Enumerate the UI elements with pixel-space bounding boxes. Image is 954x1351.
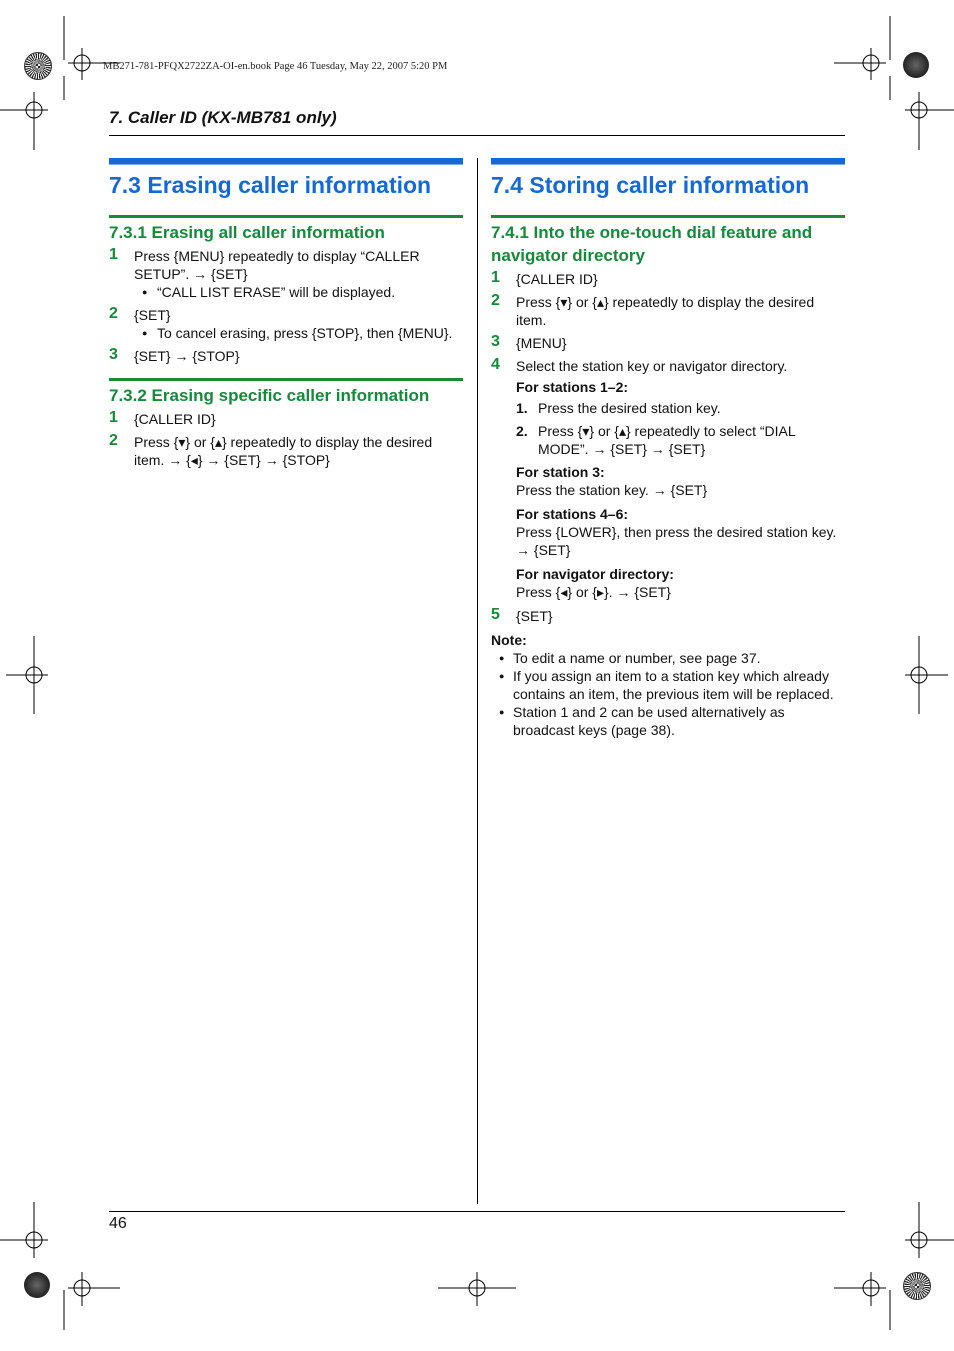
footer-rule	[109, 1211, 845, 1212]
step-text: Press {▾} or {▴} repeatedly to display the desired item.	[516, 294, 815, 328]
subsection-bar	[109, 215, 463, 218]
option-text: Press the station key. → {SET}	[516, 482, 708, 498]
option-label: For station 3:	[516, 464, 605, 480]
step-number: 3	[109, 346, 118, 363]
option-item: 2. Press {▾} or {▴} repeatedly to select “DIAL MODE”. → {SET} → {SET}	[516, 423, 796, 457]
subsection-title: 7.3.2 Erasing specific caller information	[109, 386, 430, 405]
step-bullet: ● “CALL LIST ERASE” will be displayed.	[134, 283, 463, 301]
subsection-bar	[491, 215, 845, 218]
step-number: 1	[491, 269, 500, 286]
step	[491, 607, 845, 625]
step	[109, 410, 463, 428]
option-text: Press {◂} or {▸}. → {SET}	[516, 584, 671, 600]
header-rule	[109, 135, 845, 136]
step	[491, 293, 845, 329]
step	[109, 347, 463, 365]
step-text: {SET}	[516, 608, 553, 624]
step	[109, 433, 463, 469]
step-number: 5	[491, 606, 500, 623]
step-text: Press {▾} or {▴} repeatedly to display the desired item. → {◂} → {SET} → {STOP}	[134, 434, 433, 468]
step-text: Press {MENU} repeatedly to display “CALLER SETUP”. → {SET}	[134, 248, 420, 282]
subsection-title: 7.3.1 Erasing all caller information	[109, 223, 385, 242]
section-title: 7.3 Erasing caller information	[109, 172, 432, 198]
step-number: 2	[109, 432, 118, 449]
section-title: 7.4 Storing caller information	[491, 172, 810, 198]
step-text: {SET}	[134, 307, 171, 323]
running-head: 7. Caller ID (KX-MB781 only)	[109, 108, 337, 127]
step-number: 2	[491, 292, 500, 309]
print-slug: MB271-781-PFQX2722ZA-OI-en.book Page 46 Tuesday, May 22, 2007 5:20 PM	[103, 61, 448, 72]
step-text: {CALLER ID}	[134, 411, 216, 427]
subsection-title: 7.4.1 Into the one-touch dial feature and navigator directory	[491, 223, 813, 265]
note-item: ● Station 1 and 2 can be used alternatively as broadcast keys (page 38).	[491, 703, 845, 739]
step	[491, 270, 845, 288]
note-item: ● If you assign an item to a station key which already contains an item, the previous item will be replaced.	[491, 667, 845, 703]
step-number: 4	[491, 356, 500, 373]
step	[109, 306, 463, 342]
left-column	[109, 158, 463, 474]
step-text: {CALLER ID}	[516, 271, 598, 287]
option-item: 1. Press the desired station key.	[516, 400, 721, 416]
step-number: 3	[491, 333, 500, 350]
step	[491, 334, 845, 352]
section-bar	[109, 158, 463, 165]
step-text: Select the station key or navigator directory.	[516, 358, 788, 374]
step-number: 1	[109, 246, 118, 263]
subsection-bar	[109, 378, 463, 381]
step-text: {MENU}	[516, 335, 567, 351]
step-bullet: ● To cancel erasing, press {STOP}, then {MENU}.	[134, 324, 463, 342]
step	[109, 247, 463, 301]
option-text: Press {LOWER}, then press the desired station key. → {SET}	[516, 524, 837, 558]
step-number: 2	[109, 305, 118, 322]
right-column	[491, 158, 845, 739]
page-number: 46	[109, 1215, 127, 1232]
note-item: ● To edit a name or number, see page 37.	[491, 649, 845, 667]
option-label: For stations 4–6:	[516, 506, 629, 522]
column-divider	[477, 158, 478, 1204]
step-number: 1	[109, 409, 118, 426]
option-label: For stations 1–2:	[516, 379, 629, 395]
section-bar	[491, 158, 845, 165]
note-heading: Note:	[491, 632, 527, 648]
step	[491, 357, 845, 375]
step-text: {SET} → {STOP}	[134, 348, 240, 364]
option-label: For navigator directory:	[516, 566, 674, 582]
